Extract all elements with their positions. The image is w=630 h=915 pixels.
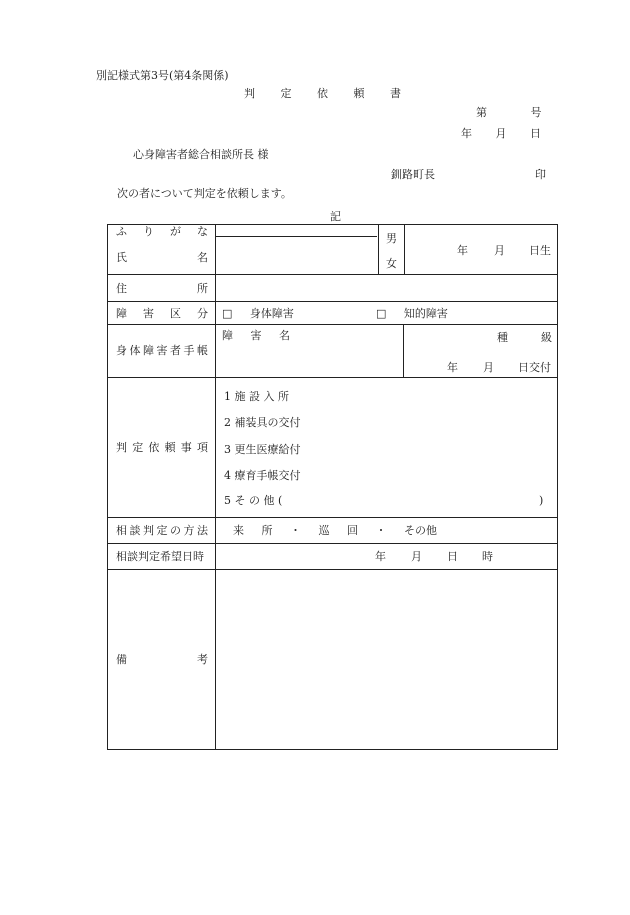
method-label-char: の [170,524,181,537]
issue-year-unit: 年 [447,361,458,374]
label-column-divider [215,225,216,749]
handbook-grade-unit: 級 [541,331,552,344]
sex-female: 女 [386,257,397,270]
ki-heading: 記 [330,210,341,223]
handbook-type-unit: 種 [497,331,508,344]
request-label-char: 項 [196,441,208,454]
sex-column-left [378,225,379,274]
disability-category-label [116,308,208,319]
name-label-char: 氏 [116,251,127,264]
document-date-line: 年 月 日 [461,127,541,140]
disability-label-char: 害 [143,307,154,320]
request-item-other-close: ) [539,494,544,507]
option-intellectual-disability[interactable]: □ 知的障害 [376,307,448,320]
request-item-facility-admission[interactable]: 1 施 設 入 所 [224,390,289,403]
sex-male: 男 [386,232,397,245]
row-divider [108,301,557,302]
addressee: 心身障害者総合相談所長 様 [133,148,269,161]
issue-day-unit: 日交付 [518,361,551,374]
disability-label-char: 障 [116,307,127,320]
request-label-char: 依 [148,441,160,454]
handbook-label [116,345,208,356]
method-label [116,525,208,536]
request-items-label [116,442,208,453]
name-label [116,252,208,263]
row-divider [108,274,557,275]
birth-year-unit: 年 [457,244,468,257]
furigana-char: が [170,225,181,238]
method-label-char: 定 [156,524,168,537]
method-label-char: 談 [129,524,141,537]
intro-text: 次の者について判定を依頼します。 [117,187,292,200]
handbook-divider [403,324,404,377]
row-divider [108,543,557,544]
issue-month-unit: 月 [483,361,494,374]
sender: 釧路町長 [391,168,435,181]
remarks-label [116,654,208,665]
furigana-char: り [143,225,154,238]
request-item-care-handbook[interactable]: 4 療育手帳交付 [224,469,301,482]
schedule-label: 相談判定希望日時 [116,550,204,563]
row-divider [108,324,557,325]
birth-month-unit: 月 [494,244,505,257]
furigana-divider [215,236,377,237]
request-label-char: 定 [132,441,144,454]
sex-column-right [404,225,405,274]
handbook-label-char: 者 [170,344,181,357]
furigana-char: な [197,225,208,238]
address-label-char: 所 [197,282,208,295]
option-physical-disability[interactable]: □ 身体障害 [222,307,294,320]
method-label-char: 相 [116,524,127,537]
handbook-label-char: 身 [116,344,127,357]
request-item-other[interactable]: 5 そ の 他 ( [224,494,283,507]
method-options[interactable]: 来 所 ・ 巡 回 ・ その他 [233,524,437,537]
request-item-prosthetic-device[interactable]: 2 補装具の交付 [224,416,301,429]
disability-label-char: 区 [170,307,181,320]
schedule-year-unit: 年 [375,550,386,563]
disability-label-char: 分 [197,307,208,320]
schedule-day-unit: 日 [447,550,458,563]
method-label-char: 法 [197,524,208,537]
document-number-line: 第 号 [476,106,542,119]
furigana-label [116,226,208,237]
request-form-table [107,224,558,750]
handbook-label-char: 体 [129,344,141,357]
handbook-disability-name: 障 害 名 [222,329,290,342]
method-label-char: 方 [183,524,195,537]
handbook-label-char: 帳 [197,344,208,357]
furigana-char: ふ [116,225,127,238]
seal-mark: 印 [535,168,546,181]
form-reference: 別記様式第3号(第4条関係) [96,69,229,82]
row-divider [108,517,557,518]
schedule-month-unit: 月 [411,550,422,563]
method-label-char: 判 [143,524,154,537]
birth-day-unit: 日生 [529,244,551,257]
address-label [116,283,208,294]
document-title: 判 定 依 頼 書 [244,87,401,100]
remarks-label-char: 備 [116,653,127,666]
schedule-hour-unit: 時 [482,550,493,563]
row-divider [108,569,557,570]
handbook-label-char: 害 [156,344,168,357]
request-item-medical-benefit[interactable]: 3 更生医療給付 [224,443,301,456]
row-divider [108,377,557,378]
handbook-label-char: 手 [183,344,195,357]
request-label-char: 頼 [164,441,176,454]
handbook-label-char: 障 [143,344,154,357]
request-label-char: 事 [180,441,192,454]
name-label-char: 名 [197,251,208,264]
request-label-char: 判 [116,441,127,454]
address-label-char: 住 [116,282,127,295]
remarks-label-char: 考 [197,653,208,666]
